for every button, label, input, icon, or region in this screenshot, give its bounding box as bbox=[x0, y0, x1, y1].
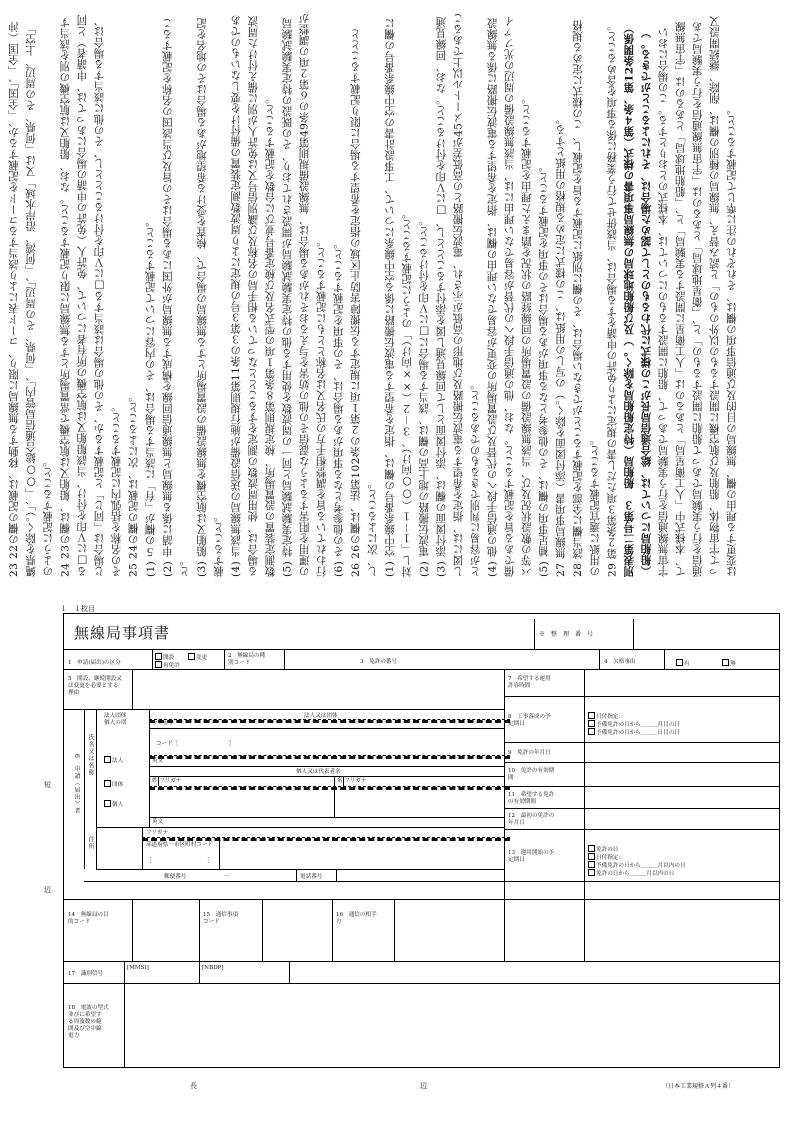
field-5-label: 5 開設、継続開設又 は変更を必要とする 理由 bbox=[68, 676, 122, 696]
postal-code-dash: － bbox=[224, 874, 230, 880]
checkbox[interactable] bbox=[188, 653, 195, 660]
address-vertical-label: 住所 bbox=[87, 836, 94, 850]
checkbox[interactable] bbox=[588, 861, 595, 868]
field-2-label: 2 無線局の種 別コード bbox=[228, 653, 266, 666]
seiri-number-label: ※ 整 理 番 号 bbox=[539, 631, 594, 638]
address-code-bracket: ［ ］ bbox=[146, 858, 214, 864]
checkbox[interactable] bbox=[104, 756, 111, 763]
field-12-label: 12 最初の免許の 年月日 bbox=[508, 813, 555, 826]
option-henko[interactable]: 変更 bbox=[188, 653, 207, 662]
checkbox[interactable] bbox=[588, 728, 595, 735]
note-paragraph: 29 第２条第３項ただし書の規定により免許の申請をする場合は、当該併せて行う業務に係る事項を含めること。 bbox=[606, 19, 619, 577]
note-paragraph: (5) 補足事項の欄は、その他参考となる事項がある場合はその事項を記載すること。 bbox=[537, 161, 550, 577]
field-15-label: 15 通信事項 コード bbox=[203, 912, 239, 925]
address-code-label: 部道府県－市区町村コード bbox=[146, 842, 214, 848]
field-10-label: 10 免許の有効期 間 bbox=[508, 768, 555, 781]
option-kaisetsu[interactable]: 開設 bbox=[155, 653, 174, 662]
f13-option-license-day[interactable]: 免許の日 bbox=[588, 845, 618, 854]
option-houjin[interactable]: 法人 bbox=[104, 756, 123, 765]
code-label: コード［ ］ bbox=[156, 741, 235, 747]
note-paragraph: (2) 電波伝搬路の地上高の欄は、該当する場合に□にＶ印を付けること。 bbox=[418, 214, 431, 577]
f8-option-days[interactable]: 予備免許の日から＿＿＿日目の日 bbox=[588, 728, 680, 737]
option-kojin[interactable]: 個人 bbox=[104, 800, 123, 809]
kojin-daihyo-label: 個人又は代表者名 bbox=[296, 769, 341, 775]
checkbox[interactable] bbox=[155, 653, 162, 660]
checkbox[interactable] bbox=[588, 720, 595, 727]
field-4-label: 4 欠格事由 bbox=[604, 659, 636, 665]
field-9-label: 9 免許の年月日 bbox=[508, 750, 551, 756]
note-paragraph: (3) 添付図面の欄は、添付図面として回線見通し図を添付することとし、□にＶ印を付けること。なお、回線見通し図には、指定を希望する電波伝搬路及び地形の高低が示され、電波伝搬路との高低差が45メートル以上であることが容易に判別できるものであること。 bbox=[435, 12, 482, 577]
option-mu[interactable]: 無 bbox=[722, 659, 736, 668]
note-paragraph: 25 24の欄の記載は、次によること。 bbox=[127, 390, 140, 577]
checkbox[interactable] bbox=[588, 845, 595, 852]
field-1-label: 1 申請(届出)の区分 bbox=[68, 660, 121, 666]
mmsi-label: [MMSI] bbox=[127, 965, 149, 971]
seiri-number-box bbox=[534, 619, 779, 649]
page-number: １ １枚目 bbox=[60, 605, 95, 613]
note-paragraph: (6) その他参考となる事項がある場合は、その事項を記載すること。 bbox=[332, 238, 345, 577]
option-saimenkyo[interactable]: 再免許 bbox=[155, 661, 180, 670]
houjin-dantai-label: 法人又は団体 bbox=[304, 713, 338, 719]
field-18-label: 18 電波の型式 並びに希望す る周波数の範 囲及び空中線 電力 bbox=[68, 1005, 109, 1039]
checkbox[interactable] bbox=[155, 661, 162, 668]
field-13-label: 13 運用開始の予 定期日 bbox=[508, 850, 555, 863]
option-yu[interactable]: 有 bbox=[676, 659, 690, 668]
bottom-label-long: 長 bbox=[190, 1082, 197, 1090]
f8-option-date[interactable]: 日付指定： bbox=[588, 712, 624, 721]
checkbox[interactable] bbox=[588, 712, 595, 719]
postal-code-label: 郵便番号 bbox=[164, 874, 187, 880]
nbdp-label: [NBDP] bbox=[202, 965, 224, 971]
appendix-heading: 別表第二号第３ 船舶局（特定船舶局を除く。）及び船舶地球局の無線局事項書の様式（第４条、第12条関係）（船舶局については、総合通信局長がこの様式に代わるものとして認めた場合は、それによることができる。） bbox=[623, 22, 653, 577]
f13-option-prelim[interactable]: 予備免許の日から＿＿＿月以内の日 bbox=[588, 861, 686, 870]
form-title: 無線局事項書 bbox=[74, 624, 171, 642]
name-vertical-label: 氏名又は名称 bbox=[87, 734, 94, 776]
field-8-label: 8 工事落成の予 定期日 bbox=[508, 714, 551, 727]
rules-notes-body bbox=[6, 12, 789, 577]
note-paragraph: (3) 船舶又は航空機を無線設備の設置場所とする無線局の場合で、検査を受ける希望地がある場合はその地名を記載すること。 bbox=[196, 18, 226, 577]
jis-size-note: （日本工業規格Ａ列４番） bbox=[662, 1083, 735, 1090]
address-furigana-label: フリガナ bbox=[146, 830, 169, 836]
sei-label: 姓 フリガナ bbox=[152, 778, 182, 784]
field-11-label: 11 希望する免許 の有効期間 bbox=[508, 792, 555, 805]
field-3-label: 3 免許の番号 bbox=[360, 659, 398, 665]
furigana-label: フリガナ bbox=[152, 721, 175, 727]
field-6-label: 6 申請（届出）者 bbox=[73, 754, 80, 815]
f13-option-date[interactable]: 日付指定： bbox=[588, 853, 624, 862]
field-7-label: 7 希望する運用 許容時間 bbox=[508, 676, 551, 689]
note-paragraph: 23 22の欄の記載は、移動する無線局に限り、コード表により該当するコードを記載するか、「全国」、「全国（沖縄県を除く。）」、「○○総合通信局管内」、「何県、その周辺」、「何湾、沿岸水域」又は「何県、その周辺、上空」のように記載すること。 bbox=[8, 21, 55, 577]
side-label-short: 短 bbox=[44, 781, 51, 789]
note-paragraph: 26 26の欄は、法第102条の２第１項に規定する伝搬障害防止区域の指定を希望する場合に限り記載することとし、次によること。 bbox=[349, 28, 379, 577]
note-paragraph: 27 無線局事項書（添付図面を除く。）の写しの用紙は、この様式に定める規格の用紙とする。 bbox=[555, 113, 567, 577]
note-paragraph: (1) 空中線系番号の欄は、指定を希望する電波伝搬路に係る空中線系について、工事設計書の空中線系番号の欄に対し「１－１（○○向け）、３－２（××向け）」のように記載すること。 bbox=[384, 18, 414, 577]
note-paragraph: (4) 他の通信手段への代替及び設置場所の変更が容易でない理由の欄は、指定を希望する電波伝搬路に係る無線設備である旨を記載すること。なお、他の通信手段への代替が容易でない理由には、当該無線設備の周辺の光ファイバ等の敷設状況及び、当該無線設備の設置場所の回線経路の状況を踏まえた理由を記載すること。 bbox=[486, 16, 533, 577]
field-14-label: 14 無線局の目 的コード bbox=[68, 912, 109, 925]
checkbox[interactable] bbox=[722, 659, 729, 666]
note-paragraph: (5) 特定実験試験局と同一の周波数を使用する他の特定実験試験局が開設されており、その既設の特定実験試験局の運用を阻害するような混信その他の妨害を与えるおそれがある場合は、無線設備規則第49条の６第２項の調整が行われている旨を調整相手方の氏名又は名称とともに記載すること。 bbox=[281, 12, 328, 577]
side-label-edge: 辺 bbox=[44, 886, 51, 894]
houjin-kojin-label: 法人団体 個人の別 bbox=[104, 713, 127, 726]
checkbox[interactable] bbox=[104, 780, 111, 787]
f13-option-license[interactable]: 免許の日から＿＿＿月以内の日 bbox=[588, 869, 674, 878]
bottom-label-edge: 辺 bbox=[420, 1082, 427, 1090]
checkbox[interactable] bbox=[676, 659, 683, 666]
checkbox[interactable] bbox=[104, 800, 111, 807]
field-16-label: 16 通信の相手 方 bbox=[336, 912, 377, 925]
note-paragraph: (2) 申請に係る無線局と無線通信回線を構成する無線局が外国にある場合はその旨及び当該国の名称を記載すること。 bbox=[161, 18, 191, 577]
appendix-note: 宇宙無線通信を行う実験局であって、船舶に開設するものについては、本様式のとおりとする。この場合において、本様式中「人工衛星局」とあるのは「人工衛星に開設する実験局」と、「船舶地球局」とあるのは「宇宙無線通信を行う実験局であって船舶に開設するもの」と、「衛星地球局」とあるのは「宇宙無線通信を行う実験局であって宇宙物体、船舶及び航空機に開設するもの以外のもの」と読み替え、無線局の種別の欄は、削除、継続開設又は変更する理由の欄、無線局の目的及び通信事項の欄は、それぞれの注に準じて記載すること。 bbox=[657, 16, 738, 577]
checkbox[interactable] bbox=[588, 869, 595, 876]
field-17-label: 17 識別信号 bbox=[68, 971, 104, 977]
radio-station-form bbox=[63, 613, 780, 1068]
note-paragraph: 24 23の欄は、船舶又は航空機で常置場所とする無線局に限り記載すること。なお、船舶又は航空機の別を該当する□にＶ印を付け、当該船舶又は航空機の所有者について、免許人（免許の申請の場合にあっては、申請者）と同じ場合は「同じ」と記載するか、その他の場合は該当する□にＶ印を付けることとし、その他に該当する場合は、その名称を括弧内に記載すること。 bbox=[59, 14, 123, 577]
note-paragraph: (4) 当該無線局の送信設備が施行規則第11条の３第３号の規定により周波数測定装置の備付けを要しないものである場合は、使用周波数の測定をすることとなっている相手局の名称及び識別信号又は免許人が別に備え付けた周波数測定装置の設置場所、検定規則第８条第１項の型式名及び検定番号並びに台数を記載すること。 bbox=[230, 14, 277, 577]
mei-label: 名 フリガナ bbox=[337, 778, 367, 784]
option-dantai[interactable]: 団体 bbox=[104, 780, 123, 789]
eibun-label-2: 英文 bbox=[152, 819, 164, 825]
checkbox[interactable] bbox=[588, 853, 595, 860]
phone-label: 電話番号 bbox=[300, 874, 323, 880]
note-paragraph: 28 該当欄に全部を記載することができない場合は、その欄に別紙に記載する旨を記載し、この様式に定める規格の用紙に適宜記載すること。 bbox=[572, 19, 602, 577]
note-paragraph: (1) ５の欄が「有」に該当する場合は、その内容について記載すること。 bbox=[144, 216, 157, 577]
eibun-label: 英文 bbox=[152, 758, 164, 764]
f8-option-months[interactable]: 予備免許の日から＿＿＿月目の日 bbox=[588, 720, 680, 729]
